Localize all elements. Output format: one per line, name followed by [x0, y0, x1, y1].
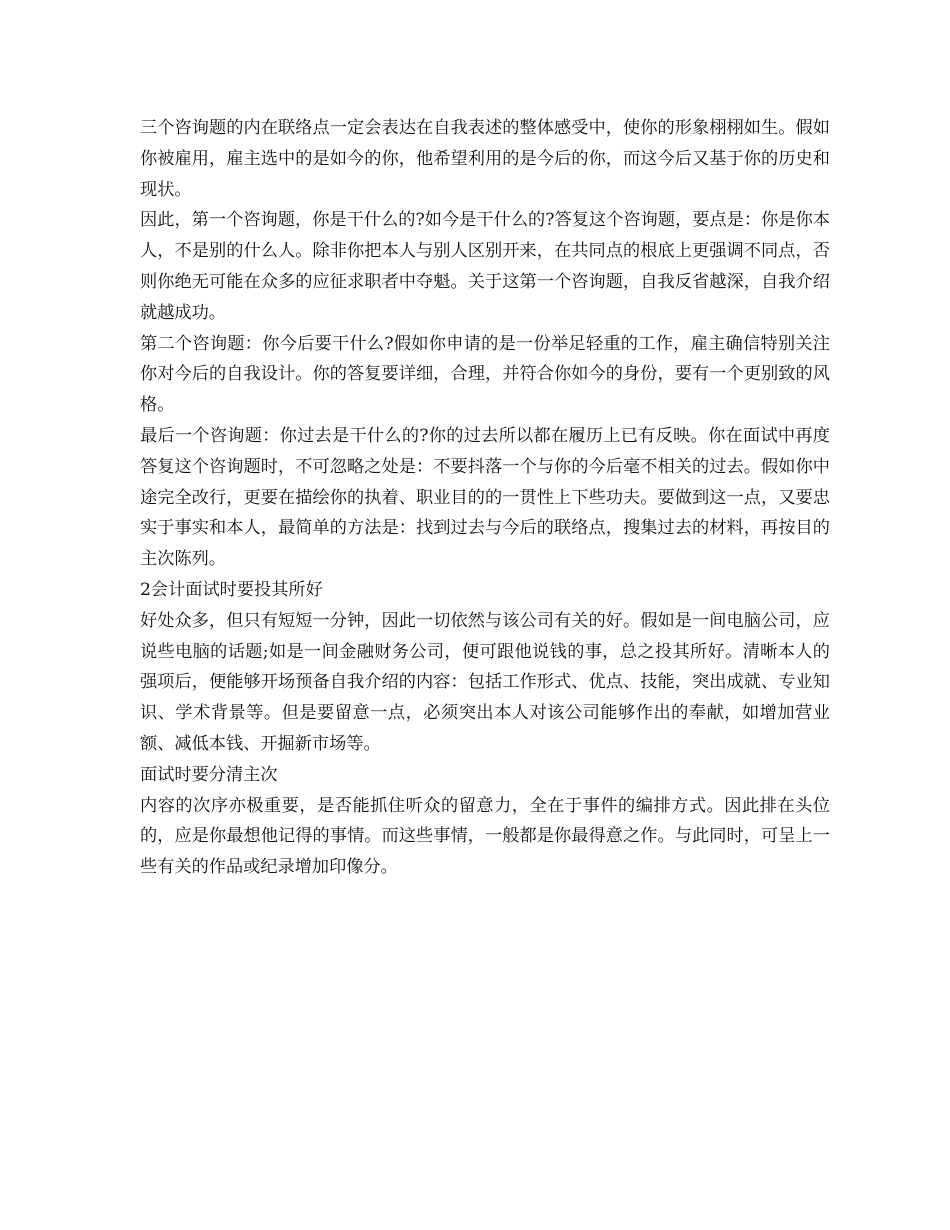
section-heading-cater: 2会计面试时要投其所好	[140, 579, 323, 600]
paragraph-last-question: 最后一个咨询题：你过去是干什么的?你的过去所以都在履历上已有反映。你在面试中再度答复这个咨询题时，不可忽略之处是：不要抖落一个与你的今后毫不相关的过去。假如你中途完全改行，更要在描绘你的执着、职业目的的一贯性上下些功夫。要做到这一点，又要忠实于事实和本人，最简单的方法是：找到过去与今后的联络点，搜集过去的材料，再按目的主次陈列。	[140, 425, 830, 570]
section-heading-priority: 面试时要分清主次	[140, 764, 278, 785]
paragraph-cater: 好处众多，但只有短短一分钟，因此一切依然与该公司有关的好。假如是一间电脑公司，应说些电脑的话题;如是一间金融财务公司，便可跟他说钱的事，总之投其所好。清晰本人的强项后，便能够开场预备自我介绍的内容：包括工作形式、优点、技能，突出成就、专业知识、学术背景等。但是要留意一点，必须突出本人对该公司能够作出的奉献，如增加营业额、减低本钱、开掘新市场等。	[140, 610, 830, 754]
paragraph-second-question: 第二个咨询题：你今后要干什么?假如你申请的是一份举足轻重的工作，雇主确信特别关注你对今后的自我设计。你的答复要详细，合理，并符合你如今的身份，要有一个更别致的风格。	[140, 333, 830, 416]
document-body	[140, 113, 830, 883]
paragraph-priority: 内容的次序亦极重要，是否能抓住听众的留意力，全在于事件的编排方式。因此排在头位的，应是你最想他记得的事情。而这些事情，一般都是你最得意之作。与此同时，可呈上一些有关的作品或纪录增加印像分。	[140, 795, 830, 878]
paragraph-three-questions: 三个咨询题的内在联络点一定会表达在自我表述的整体感受中，使你的形象栩栩如生。假如你被雇用，雇主选中的是如今的你，他希望利用的是今后的你，而这今后又基于你的历史和现状。	[140, 118, 830, 200]
paragraph-first-question: 因此，第一个咨询题，你是干什么的?如今是干什么的?答复这个咨询题，要点是：你是你本人，不是别的什么人。除非你把本人与别人区别开来，在共同点的根底上更强调不同点，否则你绝无可能在众多的应征求职者中夺魁。关于这第一个咨询题，自我反省越深，自我介绍就越成功。	[140, 210, 830, 323]
